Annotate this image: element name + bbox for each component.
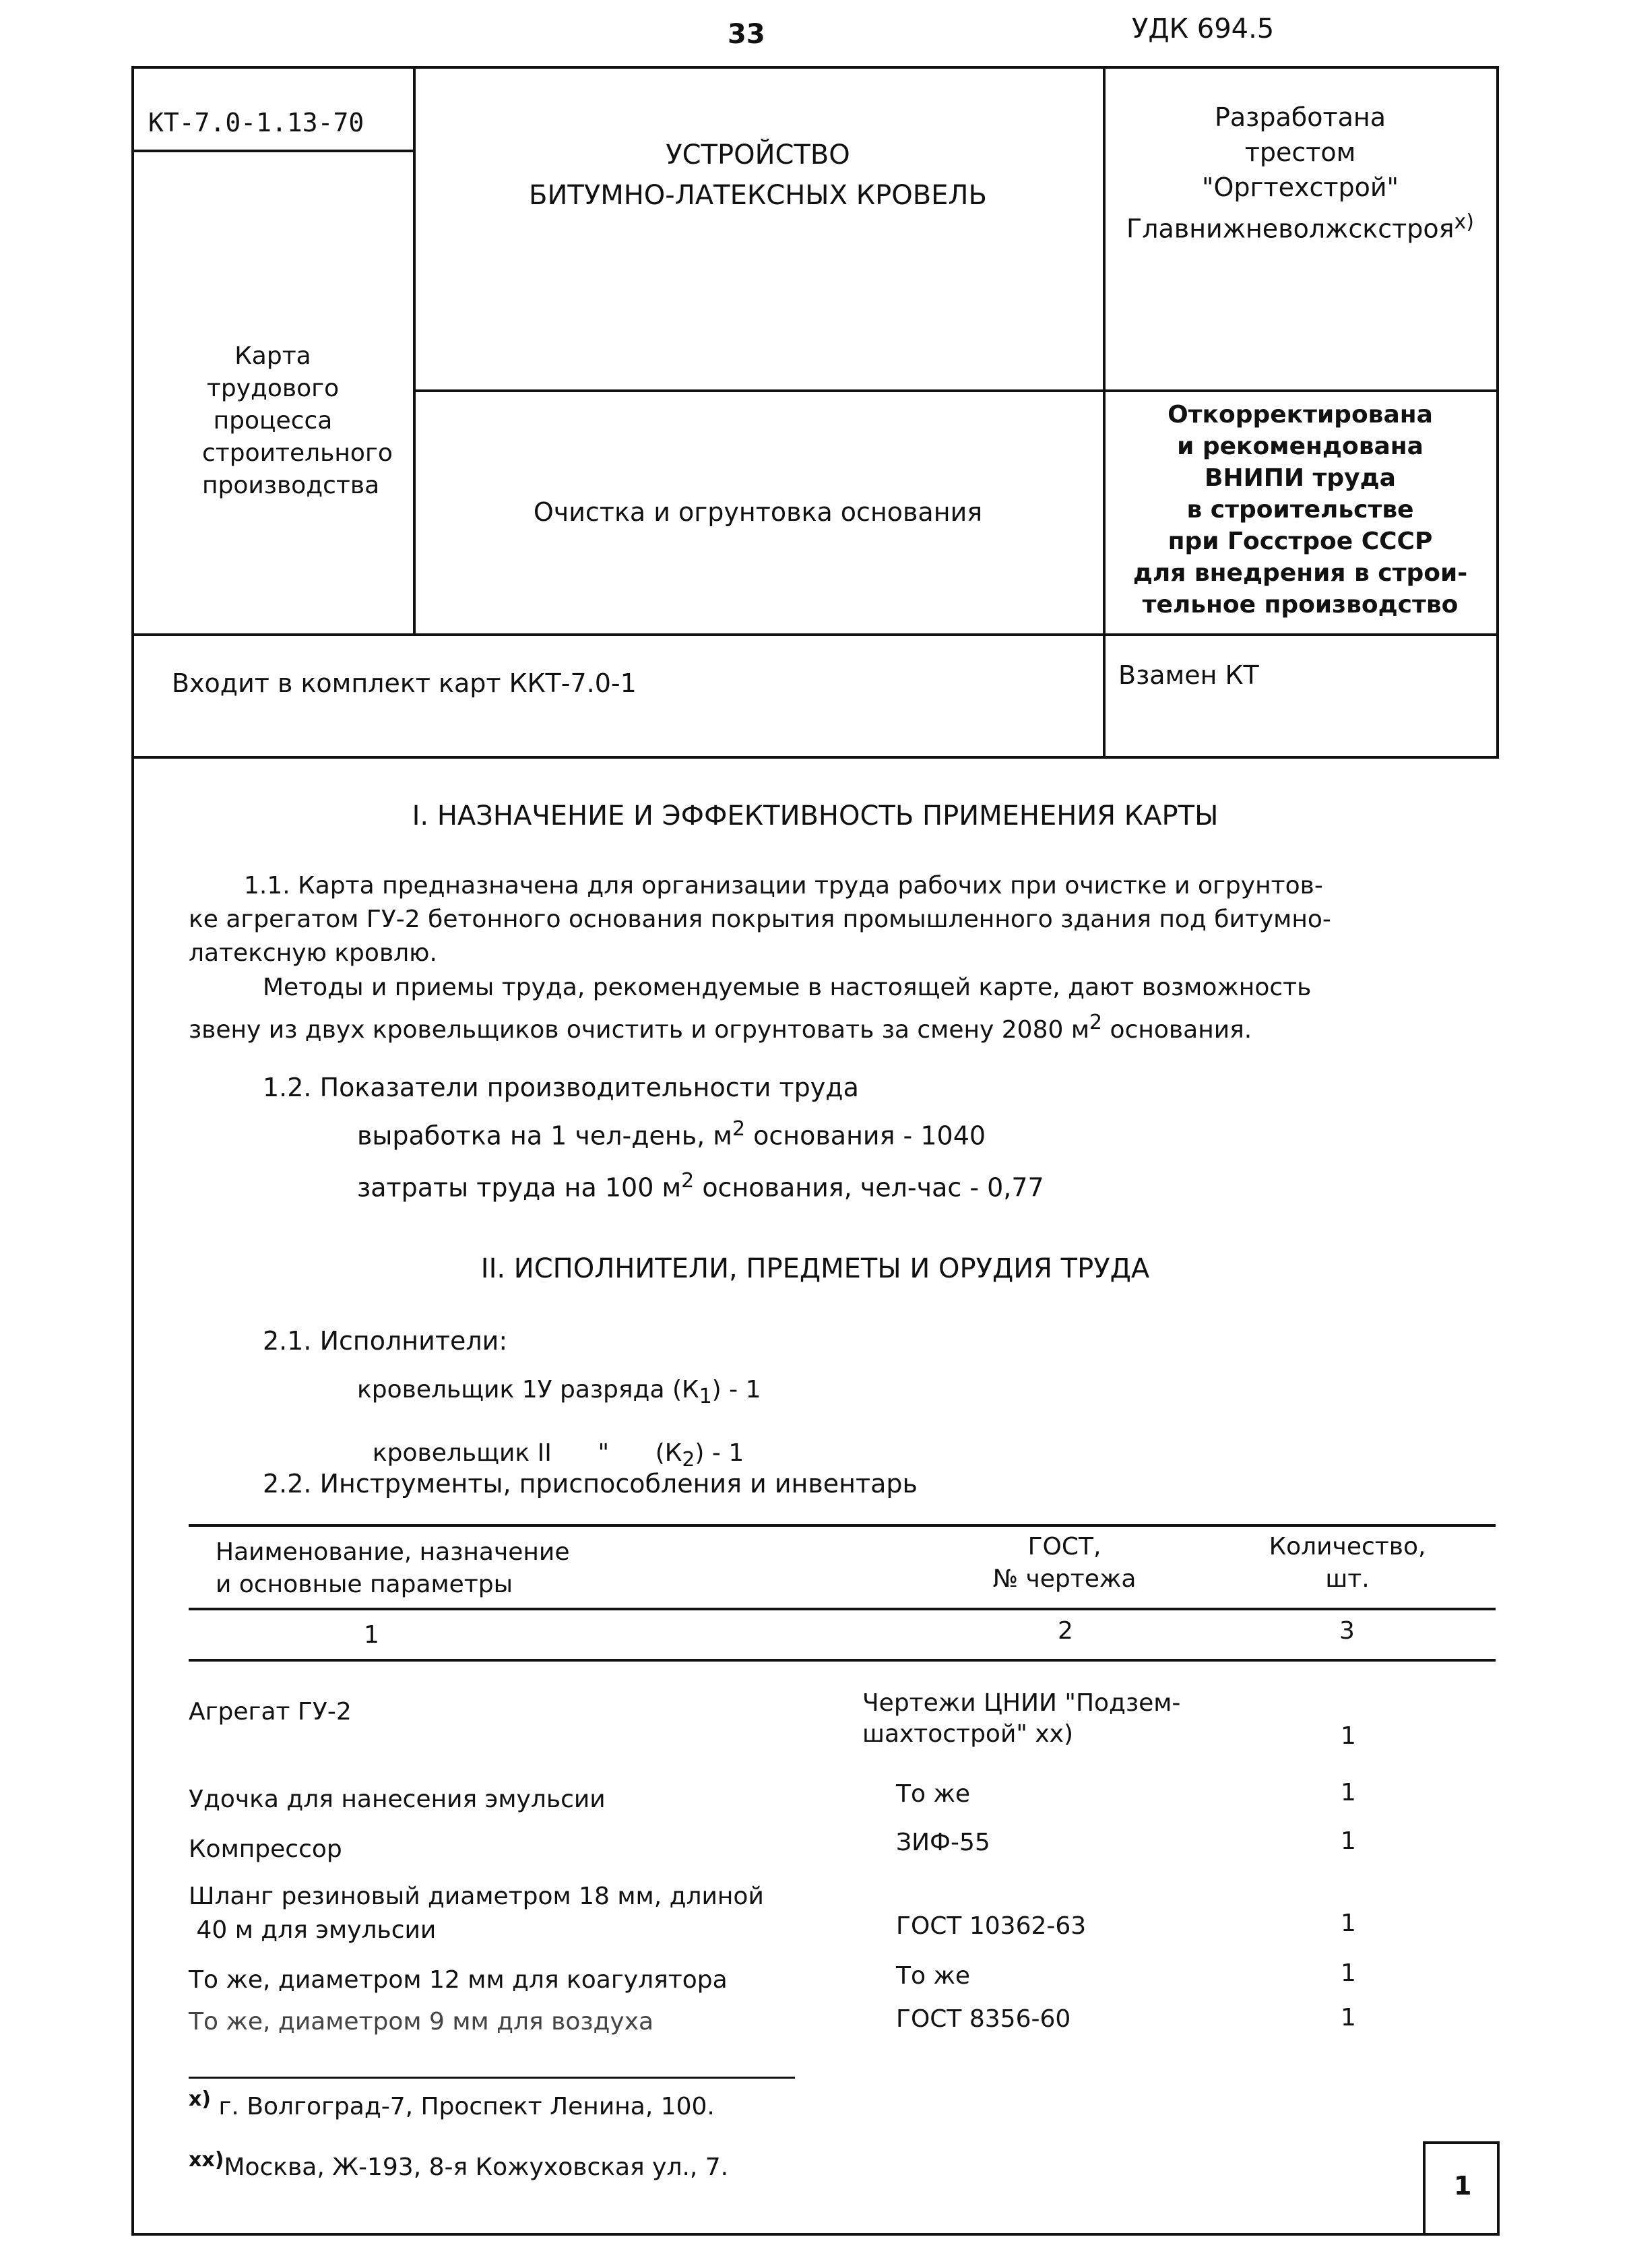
tool-name: Агрегат ГУ-2 (189, 1698, 352, 1726)
tool-name: Компрессор (189, 1835, 342, 1863)
card-title: УСТРОЙСТВО БИТУМНО-ЛАТЕКСНЫХ КРОВЕЛЬ (529, 139, 987, 211)
developed-by: Разработана трестом "Оргтехстрой" Главнижневолжскстроя$^{x)}$ (1126, 102, 1474, 244)
tool-name: Шланг резиновый диаметром 18 мм, длиной 40 м для эмульсии (189, 1883, 764, 1944)
tool-gost: ГОСТ 8356-60 (896, 2005, 1071, 2033)
tool-gost: То же (896, 1780, 971, 1808)
footnote-2: $^{xx)}$Москва, Ж-193, 8-я Кожуховская ул., 7. (189, 2148, 729, 2181)
table-header-rule (189, 1608, 1496, 1610)
tool-qty: 1 (1341, 1779, 1356, 1806)
tool-qty: 1 (1341, 1722, 1356, 1750)
table-col-number: 1 (364, 1621, 379, 1649)
tool-name: Удочка для нанесения эмульсии (189, 1786, 606, 1813)
table-header-qty: Количество, шт. (1269, 1533, 1426, 1593)
udk-code: УДК 694.5 (1132, 13, 1275, 44)
set-info: Входит в комплект карт ККТ-7.0-1 (172, 668, 637, 698)
worker-2: кровельщик II " $(К_2) - 1$ (372, 1439, 744, 1472)
paragraph-1-1: 1.1. Карта предназначена для организации труда рабочих при очистке и огрунтов- ке агрегатом ГУ-2 бетонного основания покрытия промышленного здания под битумно- латексную кровлю. (189, 872, 1331, 967)
tool-name: То же, диаметром 9 мм для воздуха (189, 2008, 654, 2036)
tool-gost: То же (896, 1962, 971, 1990)
tool-qty: 1 (1341, 2004, 1356, 2031)
output-indicator: выработка на 1 чел-день, $м^2$ основания - 1040 (357, 1117, 986, 1151)
table-col-number: 3 (1339, 1617, 1355, 1645)
tool-gost: ГОСТ 10362-63 (896, 1912, 1087, 1940)
labor-cost-indicator: затраты труда на 100 $м^2$ основания, чел-час - 0,77 (357, 1169, 1044, 1203)
section2-heading: II. ИСПОЛНИТЕЛИ, ПРЕДМЕТЫ И ОРУДИЯ ТРУДА (480, 1253, 1150, 1284)
body-bottom-border (131, 2233, 1499, 2236)
table-number-rule (189, 1659, 1496, 1662)
footnote-1: $^{x)}$ г. Волгоград-7, Проспект Ленина, 100. (189, 2087, 715, 2120)
worker-1: кровельщик 1У разряда $(К_1) - 1$ (357, 1376, 761, 1409)
tool-gost: ЗИФ-55 (896, 1829, 990, 1856)
table-top-rule (189, 1524, 1496, 1527)
tool-qty: 1 (1341, 1827, 1356, 1855)
sheet-number-box (1423, 2141, 1500, 2236)
tool-gost: Чертежи ЦНИИ "Подзем- шахтострой" xx) (862, 1689, 1181, 1748)
section1-heading: I. НАЗНАЧЕНИЕ И ЭФФЕКТИВНОСТЬ ПРИМЕНЕНИЯ КАРТЫ (412, 800, 1219, 831)
body-left-border (131, 756, 134, 2236)
table-header-name: Наименование, назначение и основные параметры (216, 1538, 570, 1598)
card-type: Карта трудового процесса строительного производства (202, 342, 393, 499)
table-col-number: 2 (1058, 1617, 1073, 1645)
sheet-number: 1 (1454, 2171, 1472, 2201)
tool-name: То же, диаметром 12 мм для коагулятора (189, 1966, 728, 1994)
card-code: КТ-7.0-1.13-70 (148, 108, 364, 137)
tool-qty: 1 (1341, 1959, 1356, 1987)
paragraph-1-2: 1.2. Показатели производительности труда (263, 1073, 859, 1102)
corrected-by: Откорректирована и рекомендована ВНИПИ труда в строительстве при Госстрое СССР для внедрения в строи- тельное производство (1132, 401, 1468, 619)
footnote-rule (189, 2077, 795, 2079)
paragraph-2-2: 2.2. Инструменты, приспособления и инвентарь (263, 1469, 918, 1499)
page-number: 33 (728, 19, 765, 50)
paragraph-2-1: 2.1. Исполнители: (263, 1326, 508, 1356)
replaces-info: Взамен КТ (1118, 660, 1259, 690)
card-subtitle: Очистка и огрунтовка основания (533, 497, 983, 527)
tool-qty: 1 (1341, 1910, 1356, 1937)
paragraph-1-1-methods: Методы и приемы труда, рекомендуемые в настоящей карте, дают возможность звену из двух кровельщиков очистить и огрунтовать за смену 2080 $м^2$ основания. (189, 974, 1312, 1044)
table-header-gost: ГОСТ, № чертежа (992, 1533, 1137, 1593)
